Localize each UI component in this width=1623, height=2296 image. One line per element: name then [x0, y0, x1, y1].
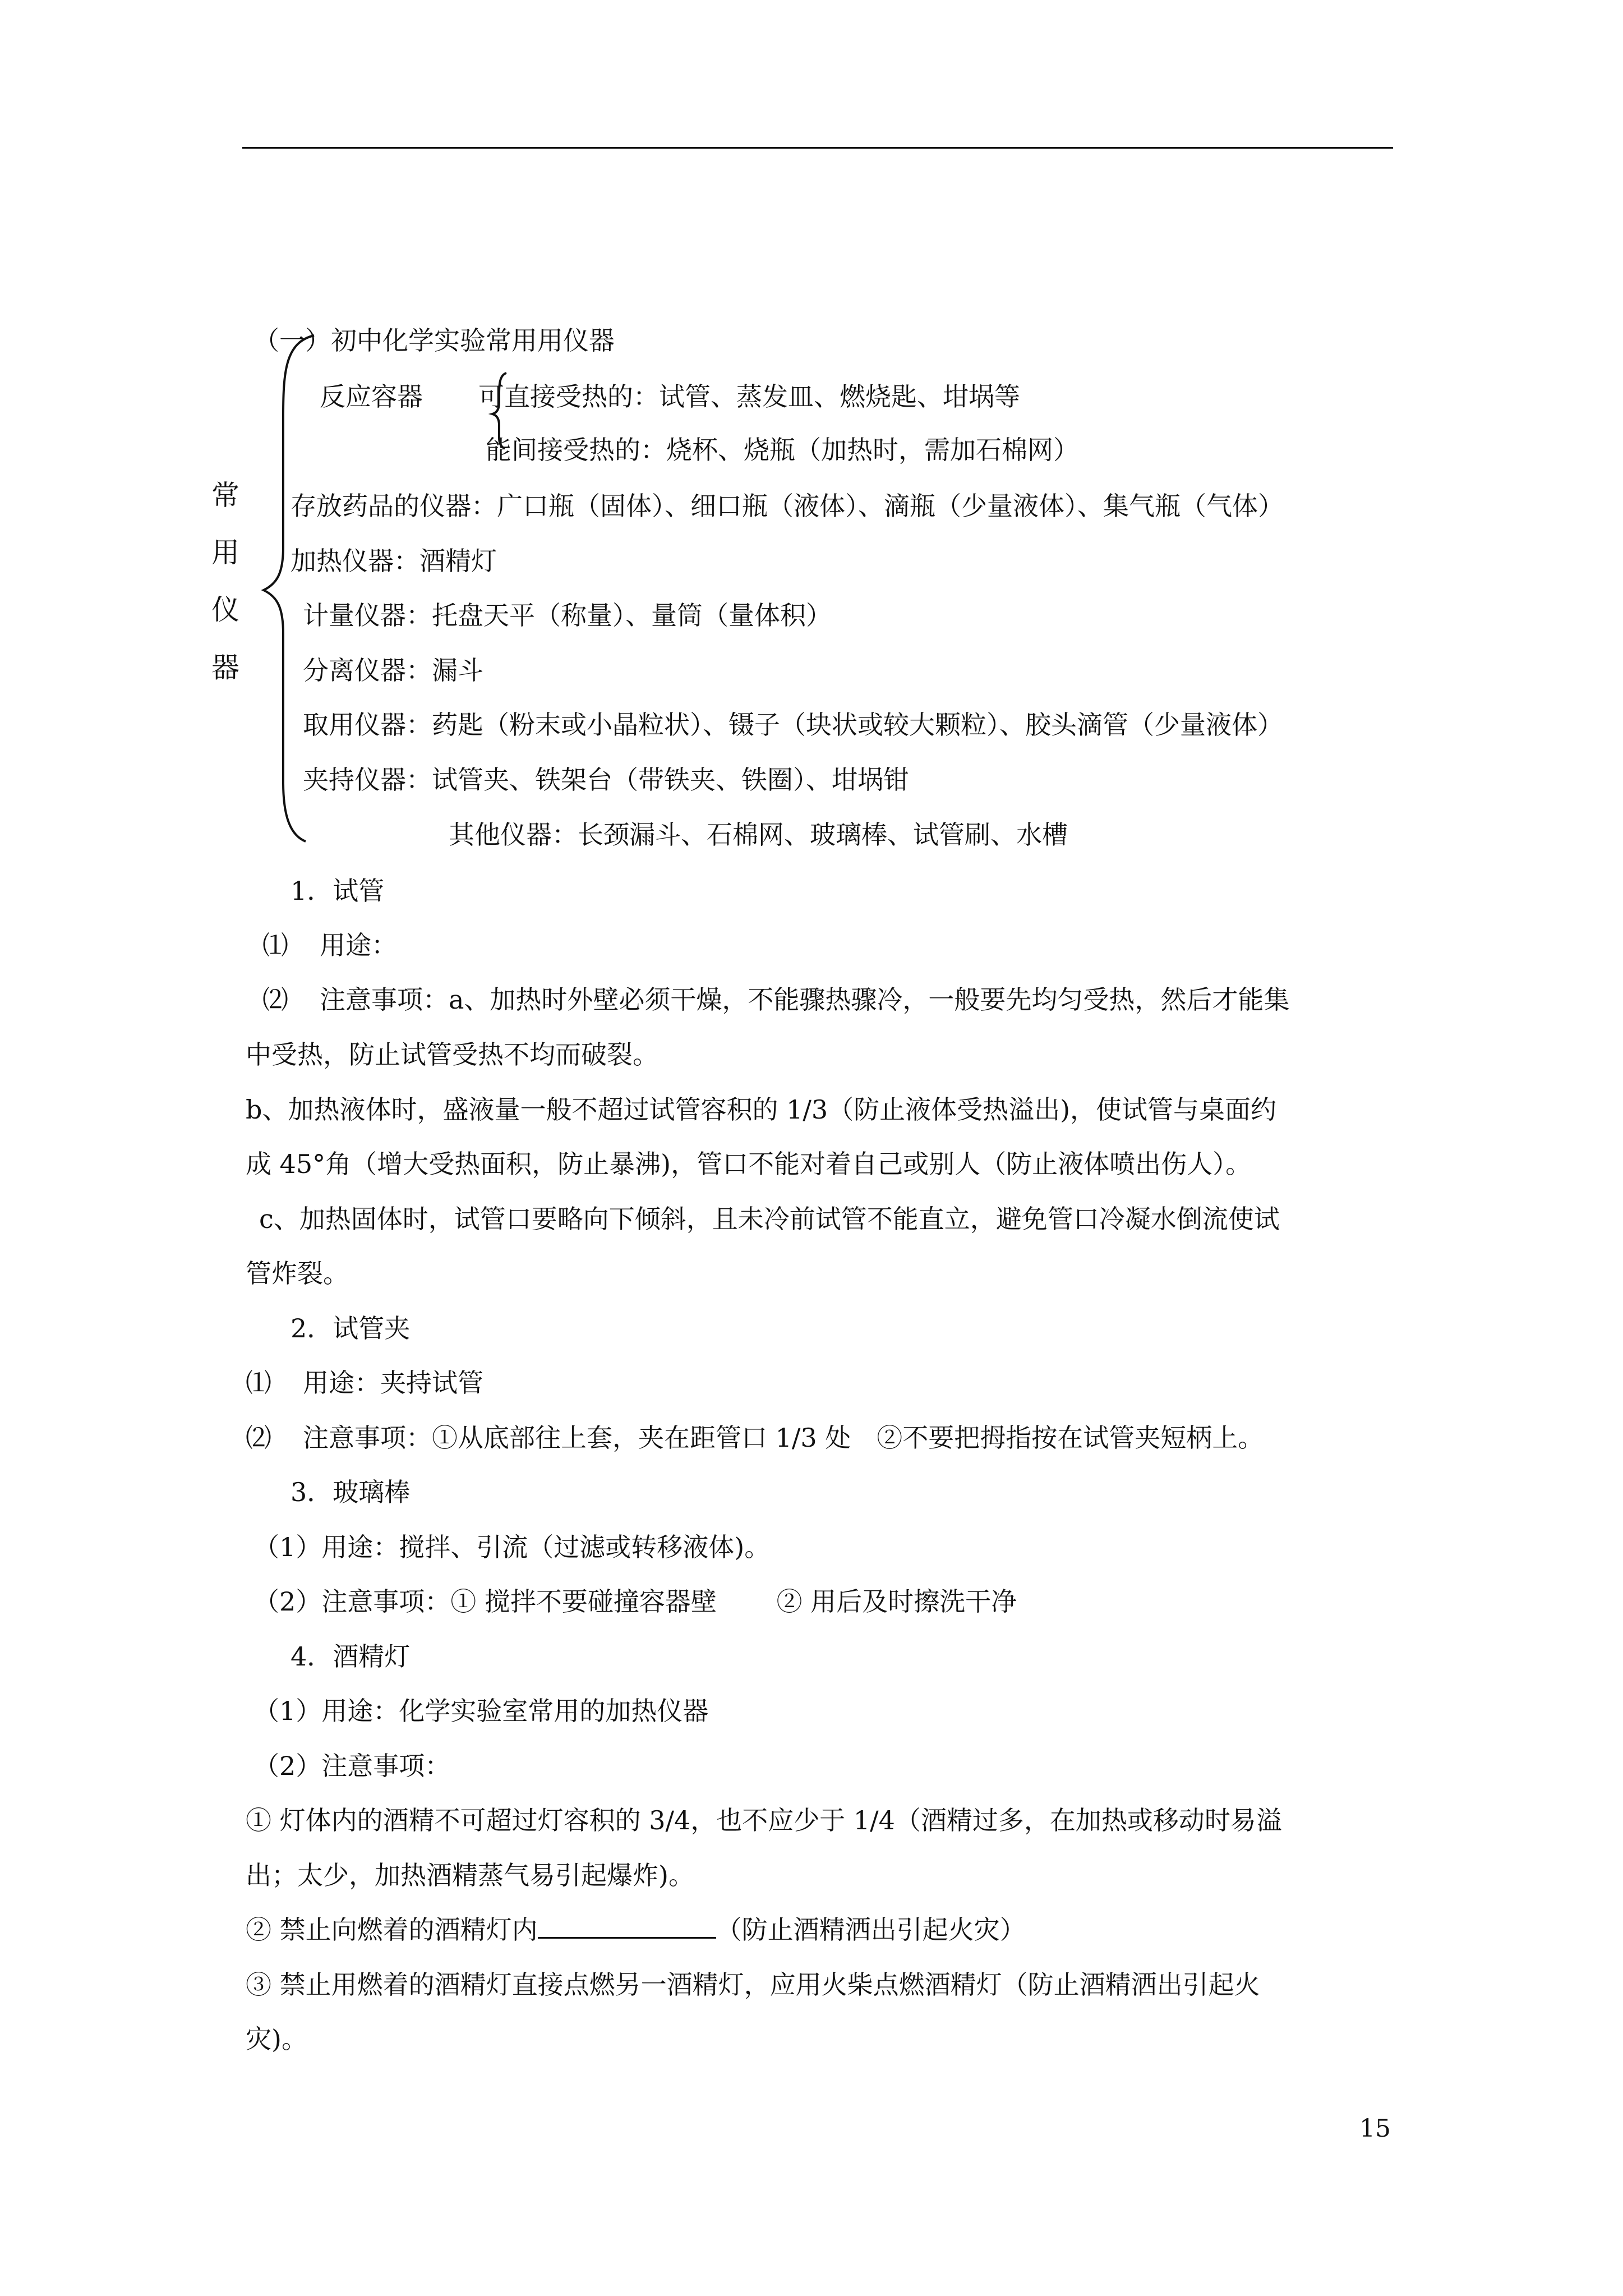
alcohol-lamp-note-2-suffix: （防止酒精洒出引起火灾） [716, 1915, 1026, 1945]
glass-rod-use: （1）用途：搅拌、引流（过滤或转移液体)。 [253, 1532, 771, 1562]
category-taking: 取用仪器：药匙（粉末或小晶粒状）、镊子（块状或较大颗粒）、胶头滴管（少量液体） [303, 710, 1283, 740]
test-tube-use-marker: ⑴ [262, 930, 288, 960]
vertical-label-char-2: 用 [211, 536, 239, 569]
tube-clamp-use-marker: ⑴ [246, 1368, 271, 1398]
category-storage: 存放药品的仪器：广口瓶（固体）、细口瓶（液体）、滴瓶（少量液体）、集气瓶（气体） [291, 491, 1284, 521]
test-tube-c-line-2: 管炸裂。 [246, 1258, 349, 1289]
reaction-container-label: 反应容器 [320, 381, 423, 412]
indirect-heating-line: 能间接受热的：烧杯、烧瓶（加热时，需加石棉网） [486, 435, 1079, 465]
tube-clamp-notes-marker: ⑵ [246, 1423, 271, 1453]
test-tube-b-line-2: 成 45°角（增大受热面积，防止暴沸)，管口不能对着自己或别人（防止液体喷出伤人）。 [246, 1149, 1252, 1179]
alcohol-lamp-note-3-line-2: 灾)。 [246, 2024, 307, 2054]
category-measuring: 计量仪器：托盘天平（称量）、量筒（量体积） [303, 600, 832, 631]
vertical-label-char-3: 仪 [211, 593, 239, 626]
alcohol-lamp-heading: 4．酒精灯 [291, 1641, 411, 1672]
test-tube-heading: 1．试管 [291, 876, 385, 906]
glass-rod-notes: （2）注意事项：① 搅拌不要碰撞容器壁 ② 用后及时擦洗干净 [253, 1586, 1017, 1617]
test-tube-notes-line-1: 注意事项：a、加热时外壁必须干燥，不能骤热骤冷，一般要先均匀受热，然后才能集 [320, 984, 1290, 1015]
tube-clamp-notes: 注意事项：①从底部往上套，夹在距管口 1/3 处 ②不要把拇指按在试管夹短柄上。 [303, 1423, 1264, 1453]
test-tube-notes-marker: ⑵ [262, 984, 288, 1015]
page-number: 15 [1359, 2114, 1391, 2143]
category-heating: 加热仪器：酒精灯 [291, 546, 497, 576]
test-tube-use: 用途： [320, 930, 397, 960]
section-title: （一）初中化学实验常用用仪器 [253, 325, 615, 356]
alcohol-lamp-note-2-prefix: ② 禁止向燃着的酒精灯内 [246, 1915, 538, 1945]
test-tube-notes-line-2: 中受热，防止试管受热不均而破裂。 [246, 1039, 658, 1070]
alcohol-lamp-note-1-line-2: 出；太少，加热酒精蒸气易引起爆炸)。 [246, 1860, 694, 1890]
tube-clamp-use: 用途：夹持试管 [303, 1368, 483, 1398]
category-separation: 分离仪器：漏斗 [303, 655, 483, 685]
test-tube-b-line-1: b、加热液体时，盛液量一般不超过试管容积的 1/3（防止液体受热溢出)，使试管与桌面约 [246, 1094, 1277, 1125]
alcohol-lamp-notes: （2）注意事项： [253, 1751, 451, 1781]
alcohol-lamp-use: （1）用途：化学实验室常用的加热仪器 [253, 1696, 709, 1726]
alcohol-lamp-note-1-line-1: ① 灯体内的酒精不可超过灯容积的 3/4，也不应少于 1/4（酒精过多，在加热或移动时易溢 [246, 1805, 1282, 1835]
fill-in-blank[interactable] [538, 1915, 716, 1939]
tube-clamp-heading: 2．试管夹 [291, 1313, 411, 1343]
direct-heating-line: 可直接受热的：试管、蒸发皿、燃烧匙、坩埚等 [478, 381, 1020, 412]
category-other: 其他仪器：长颈漏斗、石棉网、玻璃棒、试管刷、水槽 [449, 820, 1068, 850]
test-tube-c-line-1: c、加热固体时，试管口要略向下倾斜，且未冷前试管不能直立，避免管口冷凝水倒流使试 [259, 1204, 1280, 1234]
alcohol-lamp-note-2 [246, 1913, 1026, 1947]
category-holding: 夹持仪器：试管夹、铁架台（带铁夹、铁圈）、坩埚钳 [303, 765, 909, 795]
vertical-label-char-1: 常 [211, 479, 239, 512]
vertical-label-char-4: 器 [211, 651, 239, 684]
alcohol-lamp-note-3-line-1: ③ 禁止用燃着的酒精灯直接点燃另一酒精灯，应用火柴点燃酒精灯（防止酒精洒出引起火 [246, 1970, 1260, 2000]
glass-rod-heading: 3．玻璃棒 [291, 1477, 411, 1507]
